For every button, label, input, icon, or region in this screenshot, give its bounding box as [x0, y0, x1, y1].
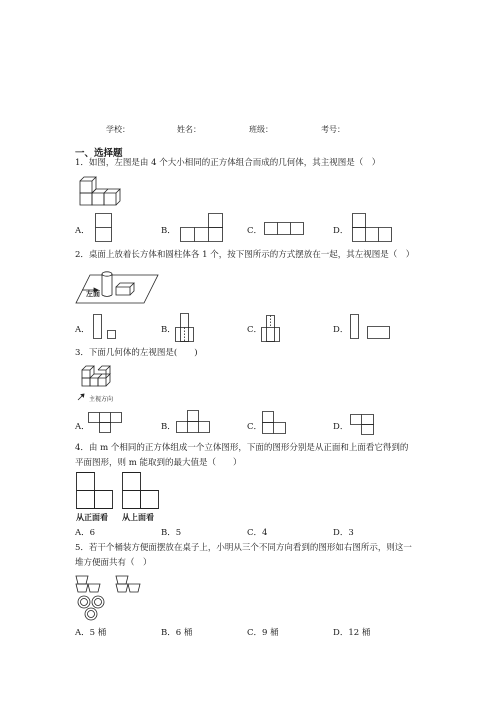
q3-figure-label: 主视方向	[89, 396, 114, 403]
q4-option-a[interactable]: A．6	[75, 528, 96, 538]
q4-option-b[interactable]: B．5	[161, 528, 182, 538]
school-label: 学校：	[106, 125, 130, 134]
q3-option-d[interactable]: D．	[333, 422, 349, 432]
q2-option-c-figure	[261, 315, 281, 343]
q1-option-a[interactable]: A．	[75, 226, 90, 236]
question-1-number: 1．	[75, 158, 89, 168]
q3-option-a[interactable]: A．	[75, 422, 90, 432]
q1-option-b[interactable]: B．	[161, 226, 176, 236]
q3-option-c-figure	[262, 411, 288, 437]
question-5-number: 5．	[75, 543, 89, 553]
q2-option-b-figure	[175, 313, 195, 343]
question-3	[75, 346, 198, 361]
q2-option-a-figure	[93, 314, 117, 342]
q4-front-view	[76, 472, 116, 510]
q2-option-d[interactable]: D．	[333, 325, 349, 335]
q4-front-view-label: 从正面看	[76, 512, 108, 522]
q5-option-c[interactable]: C．9 桶	[247, 628, 279, 638]
question-3-text: 下面几何体的左视图是( )	[88, 348, 198, 358]
q4-top-view	[122, 472, 162, 510]
q3-option-b-figure	[176, 410, 212, 434]
q1-option-c-figure	[264, 222, 306, 236]
q4-top-view-label: 从上面看	[122, 512, 154, 522]
q5-option-a[interactable]: A．5 桶	[75, 628, 107, 638]
q2-figure-label: 左面	[86, 289, 100, 298]
question-3-number: 3．	[75, 348, 89, 358]
q5-option-b[interactable]: B．6 桶	[161, 628, 193, 638]
question-5-figure	[76, 572, 166, 622]
question-2	[75, 248, 414, 263]
question-2-text: 桌面上放着长方体和圆柱体各 1 个，按下图所示的方式摆放在一起，其左视图是（ ）	[88, 250, 415, 260]
question-1-figure	[78, 173, 126, 207]
q3-option-c[interactable]: C．	[247, 422, 263, 432]
q1-option-d-figure	[352, 213, 394, 243]
question-2-figure	[76, 265, 160, 307]
question-5-text-line2: 堆方便面共有（ ）	[75, 558, 152, 568]
q1-option-d[interactable]: D．	[333, 226, 349, 236]
q2-option-a[interactable]: A．	[75, 325, 90, 335]
q2-option-c[interactable]: C．	[247, 325, 263, 335]
q4-option-d[interactable]: D．3	[333, 528, 354, 538]
class-label: 班级：	[249, 125, 273, 134]
question-1	[75, 156, 380, 171]
question-4-text-line2: 平面图形，则 m 能取到的最大值是（ ）	[75, 458, 242, 468]
q4-option-c[interactable]: C．4	[247, 528, 268, 538]
q3-option-b[interactable]: B．	[161, 422, 176, 432]
q1-option-c[interactable]: C．	[247, 226, 263, 236]
question-5	[75, 541, 412, 571]
question-4	[75, 441, 408, 471]
name-label: 姓名：	[177, 125, 201, 134]
q3-option-a-figure	[88, 412, 124, 434]
q2-option-d-figure	[350, 314, 392, 342]
q2-option-b[interactable]: B．	[161, 325, 176, 335]
q1-option-a-figure	[95, 213, 113, 243]
question-4-number: 4．	[75, 443, 89, 453]
question-5-text-line1: 若干个桶装方便面摆放在桌子上，小明从三个不同方向看到的图形如右图所示，则这一	[88, 543, 412, 553]
q5-option-d[interactable]: D．12 桶	[333, 628, 371, 638]
question-1-text: 如图，左图是由 4 个大小相同的正方体组合而成的几何体，其主视图是（ ）	[88, 158, 381, 168]
q3-option-d-figure	[350, 414, 376, 436]
question-2-number: 2．	[75, 250, 89, 260]
q1-option-b-figure	[180, 213, 224, 243]
question-4-text-line1: 由 m 个相同的正方体组成一个立体图形，下面的图形分别是从正面和上面看它得到的	[88, 443, 409, 453]
exam-number-label: 考号：	[321, 125, 345, 134]
section-title: 一、选择题	[75, 148, 123, 159]
